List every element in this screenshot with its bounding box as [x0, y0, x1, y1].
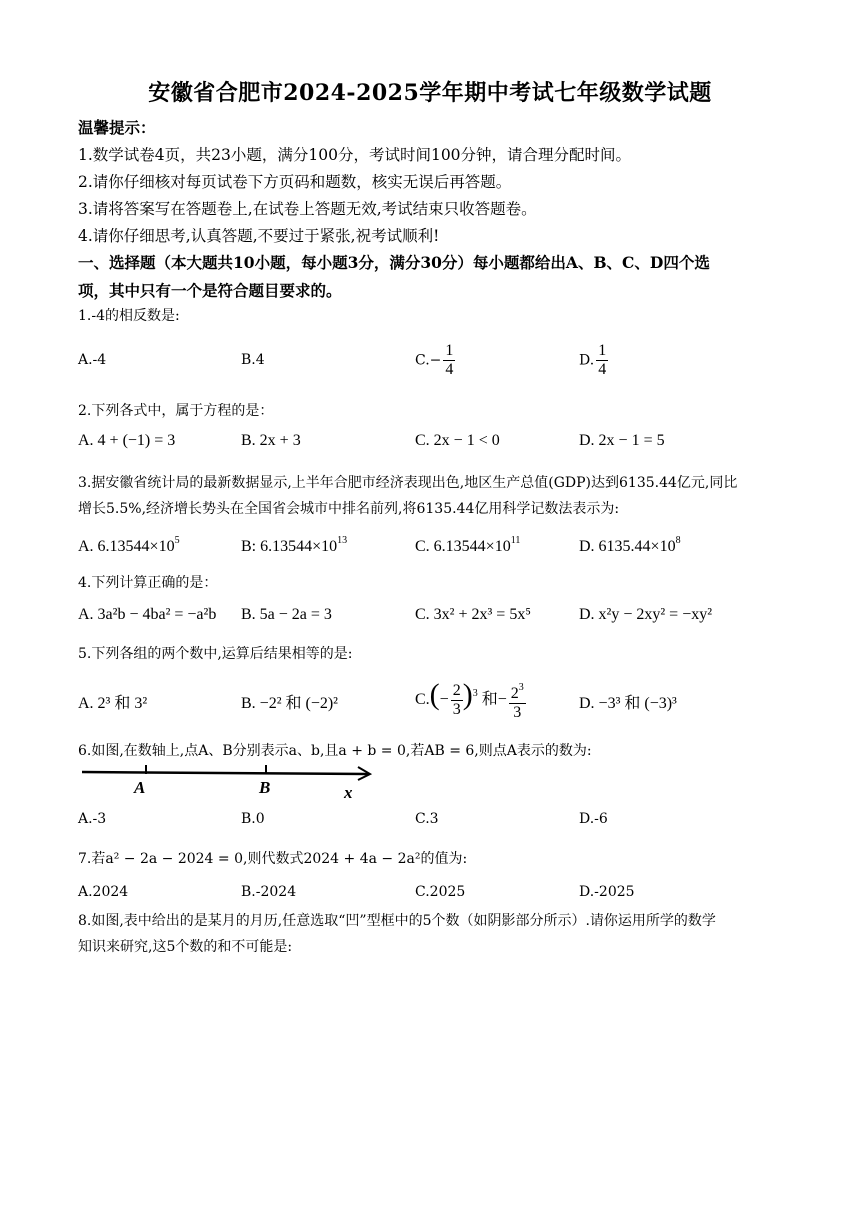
q2-option-d: D. 2x − 1 = 5	[579, 432, 665, 449]
label-a: A	[134, 778, 146, 797]
q3-option-a: A. $6.13544\times 10^5$	[78, 535, 180, 555]
number-line-figure	[78, 762, 378, 802]
q2-option-b: B. 2x + 3	[241, 432, 301, 449]
question-4-options	[78, 606, 778, 646]
q2-option-c: C. 2x − 1 < 0	[415, 432, 500, 449]
question-1-stem: 1.-4的相反数是:	[78, 308, 180, 324]
section-heading-line2: 项，其中只有一个是符合题目要求的。	[78, 281, 342, 300]
question-6-stem: 6.如图,在数轴上,点A、B分别表示a、b,且a + b = 0,若AB = 6,则点A表示的数为:	[78, 743, 592, 759]
q3-option-d: D. $6135.44\times 10^8$	[579, 535, 681, 555]
number-line-axis	[82, 772, 368, 774]
q1-option-d: D. $\frac{1}{4}$	[579, 342, 607, 378]
q4-option-d: D. x²y − 2xy² = −xy²	[579, 606, 713, 623]
q6-option-c: C.3	[415, 811, 439, 827]
question-3-options	[78, 535, 778, 575]
tip-1: 1.数学试卷4页，共23小题，满分100分，考试时间100分钟，请合理分配时间。	[78, 146, 632, 164]
question-2-options	[78, 432, 778, 472]
question-6-options	[78, 811, 778, 851]
q1-option-b: B.4	[241, 352, 265, 368]
q3-option-c: C. $6.13544\times 10^{11}$	[415, 535, 521, 555]
question-5-options	[78, 678, 778, 724]
q6-option-a: A.-3	[78, 811, 107, 827]
question-1-options	[78, 342, 778, 382]
q5-option-c: C.(− $\frac{2}{3}$ )$^3$ 和− $\frac{2^3}{3}$	[415, 678, 524, 721]
q5-option-d: D. −3³ 和 (−3)³	[579, 695, 677, 712]
question-4-stem: 4.下列计算正确的是：	[78, 575, 218, 591]
q7-option-b: B.-2024	[241, 884, 297, 900]
tip-3: 3.请将答案写在答题卷上,在试卷上答题无效,考试结束只收答题卷。	[78, 200, 537, 218]
q5-option-b: B. −2² 和 (−2)²	[241, 695, 338, 712]
q3-option-b: B: $6.13544\times 10^{13}$	[241, 535, 348, 555]
fraction: $\frac{1}{4}$	[445, 342, 454, 378]
fraction: $\frac{1}{4}$	[598, 342, 607, 378]
q6-option-b: B.0	[241, 811, 265, 827]
q4-option-c: C. 3x² + 2x³ = 5x⁵	[415, 606, 531, 623]
question-5-stem: 5.下列各组的两个数中,运算后结果相等的是:	[78, 646, 353, 662]
question-8-stem-line1: 8.如图,表中给出的是某月的月历,任意选取“凹”型框中的5个数（如阴影部分所示）.请你运用所学的数学	[78, 913, 716, 929]
question-3-stem-line2: 增长5.5%,经济增长势头在全国省会城市中排名前列,将6135.44亿用科学记数法表示为:	[78, 501, 620, 517]
q4-option-b: B. 5a − 2a = 3	[241, 606, 332, 623]
tip-2: 2.请你仔细核对每页试卷下方页码和题数，核实无误后再答题。	[78, 173, 512, 191]
question-3-stem-line1: 3.据安徽省统计局的最新数据显示,上半年合肥市经济表现出色,地区生产总值(GDP)达到6135.44亿元,同比	[78, 475, 738, 491]
q1-option-a: A.-4	[78, 352, 107, 368]
question-8-stem-line2: 知识来研究,这5个数的和不可能是:	[78, 939, 293, 955]
q7-option-a: A.2024	[78, 884, 129, 900]
q1-option-c: C.− $\frac{1}{4}$	[415, 342, 454, 378]
q4-option-a: A. 3a²b − 4ba² = −a²b	[78, 606, 217, 623]
q5-option-a: A. 2³ 和 3²	[78, 695, 148, 712]
section-heading-line1: 一、选择题（本大题共10小题，每小题3分，满分30分）每小题都给出A、B、C、D四个选	[78, 253, 710, 272]
tips-heading: 温馨提示：	[78, 118, 156, 137]
label-b: B	[259, 778, 271, 797]
question-7-stem: 7.若a² − 2a − 2024 = 0,则代数式2024 + 4a − 2a²的值为:	[78, 851, 468, 867]
tip-4: 4.请你仔细思考,认真答题,不要过于紧张,祝考试顺利!	[78, 227, 440, 245]
q6-option-d: D.-6	[579, 811, 608, 827]
q7-option-d: D.-2025	[579, 884, 635, 900]
q2-option-a: A. 4 + (−1) = 3	[78, 432, 176, 449]
question-2-stem: 2.下列各式中，属于方程的是：	[78, 403, 274, 419]
q7-option-c: C.2025	[415, 884, 466, 900]
label-x: x	[344, 783, 353, 802]
page-title: 安徽省合肥市2024-2025学年期中考试七年级数学试题	[148, 80, 712, 106]
